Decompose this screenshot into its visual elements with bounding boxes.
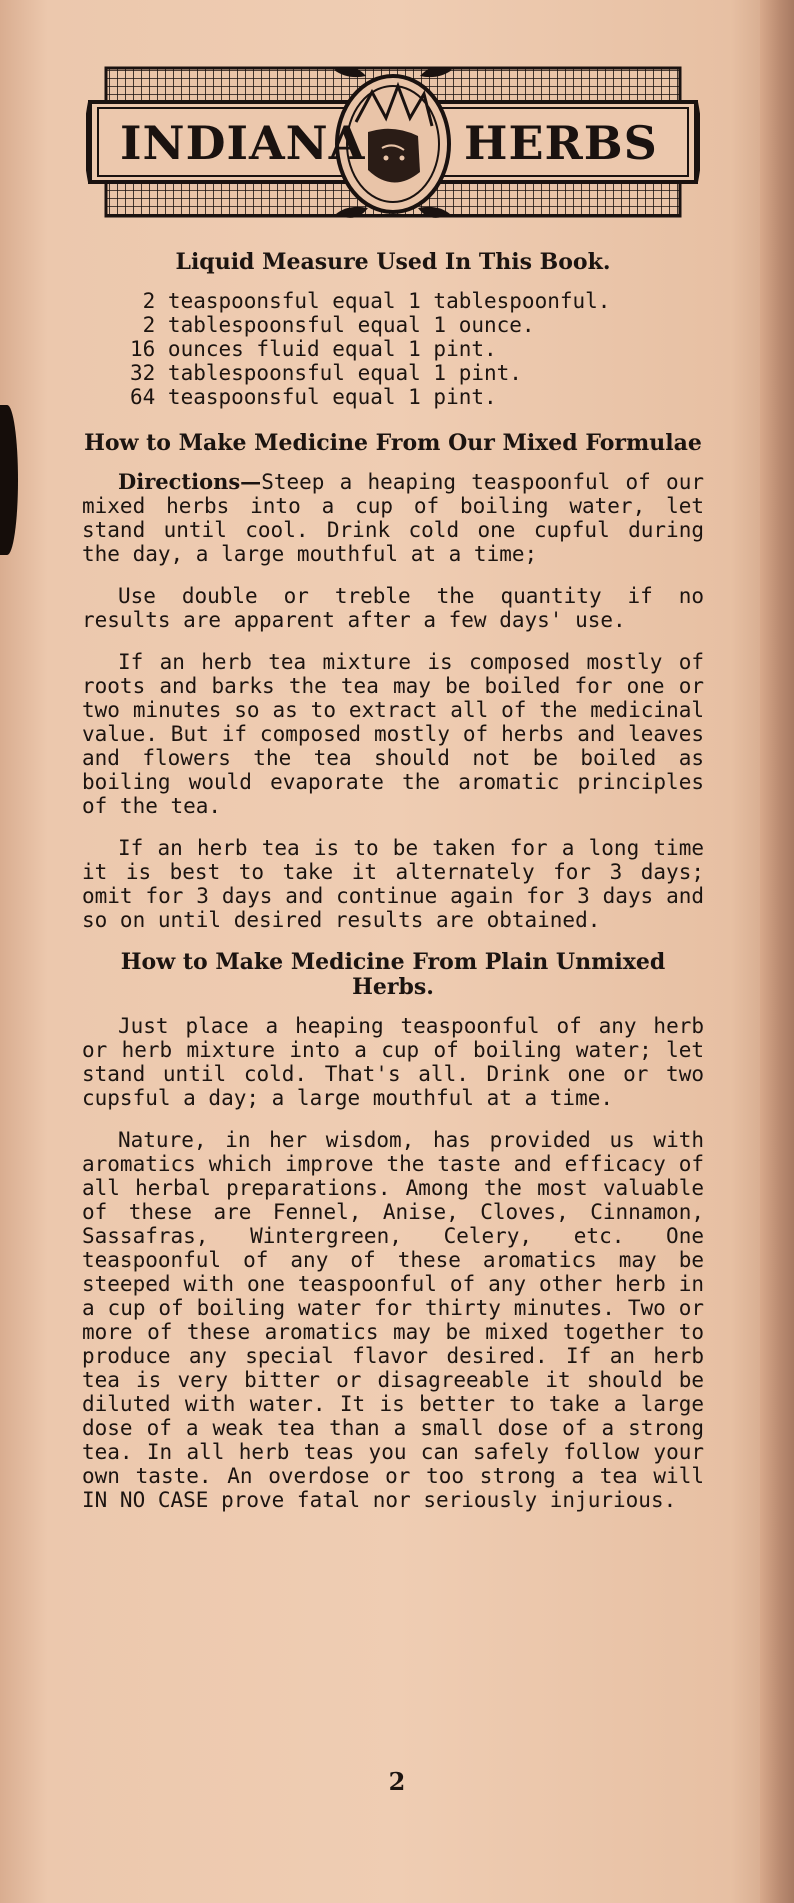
indiana-herbs-logo — [86, 62, 700, 224]
page-number: 2 — [388, 1767, 406, 1796]
directions-lead: Directions— — [118, 469, 262, 494]
logo-word-indiana: INDIANA — [120, 116, 366, 170]
heaping-teaspoon-paragraph: Just place a heaping teaspoonful of any herb or herb mixture into a cup of boiling water; let stand until cold. That's all. Drink one or two cupsful a day; a large mouthful at a time. — [82, 1014, 704, 1110]
unmixed-herbs-heading: How to Make Medicine From Plain Unmixed Herbs. — [120, 949, 666, 1000]
measure-line: 64 teaspoonsful equal 1 pint. — [130, 385, 497, 409]
alternate-days-paragraph: If an herb tea is to be taken for a long time it is best to take it alternately for 3 days; omit for 3 days and continue again for 3 days and so on until desired results are obtained. — [82, 836, 704, 932]
directions-text: Steep a heaping teaspoonful of our mixed herbs into a cup of boiling water, let stand until cool. Drink cold one cupful during the day, a large mouthful at a time; — [82, 470, 704, 566]
mixed-formulae-heading: How to Make Medicine From Our Mixed Formulae — [84, 430, 702, 456]
logo-word-herbs: HERBS — [464, 116, 658, 170]
roots-barks-paragraph: If an herb tea mixture is composed mostly of roots and barks the tea may be boiled for one or two minutes so as to extract all of the medicinal value. But if composed mostly of herbs and leaves and flowers the tea should not be boiled as boiling would evaporate the aromatic principles of the tea. — [82, 650, 704, 818]
ink-blot — [0, 405, 18, 555]
measure-line: 2 tablespoonsful equal 1 ounce. — [130, 313, 535, 337]
measure-table — [130, 289, 704, 409]
measure-line: 16 ounces fluid equal 1 pint. — [130, 337, 497, 361]
aromatics-paragraph: Nature, in her wisdom, has provided us with aromatics which improve the taste and efficacy of all herbal preparations. Among the most valuable of these are Fennel, Anise, Cloves, Cinnamon, Sassafras, Wintergreen, Celery, etc. One teaspoonful of any of these aromatics may be steeped with one teaspoonful of any other herb in a cup of boiling water for thirty minutes. Two or more of these aromatics may be mixed together to produce any special flavor desired. If an herb tea is very bitter or disagreeable it should be diluted with water. It is better to take a large dose of a weak tea than a small dose of a strong tea. In all herb teas you can safely follow your own taste. An overdose or too strong a tea will IN NO CASE prove fatal nor seriously injurious. — [82, 1128, 704, 1512]
page-edge-shadow — [760, 0, 794, 1903]
liquid-measure-heading: Liquid Measure Used In This Book. — [175, 249, 611, 275]
measure-line: 2 teaspoonsful equal 1 tablespoonful. — [130, 289, 611, 313]
measure-line: 32 tablespoonsful equal 1 pint. — [130, 361, 522, 385]
directions-paragraph — [82, 470, 704, 566]
booklet-page — [82, 62, 704, 1530]
double-quantity-paragraph: Use double or treble the quantity if no results are apparent after a few days' use. — [82, 584, 704, 632]
